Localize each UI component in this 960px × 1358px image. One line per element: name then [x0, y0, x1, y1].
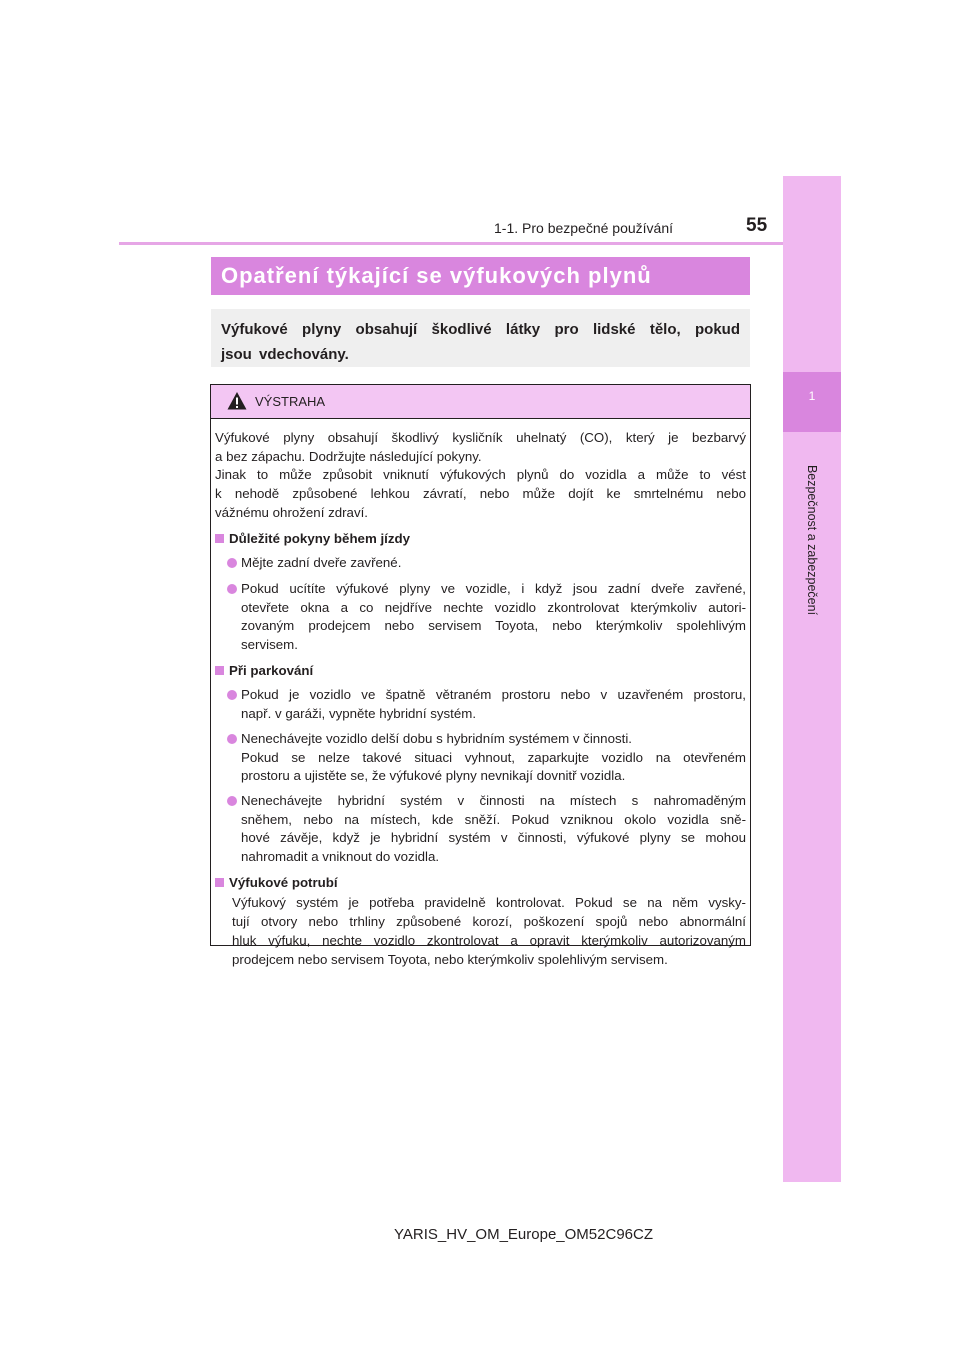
bullet-line: hové závěje, když je hybridní systém v činnosti, výfukové plyny se mohou [241, 830, 746, 846]
bullet-line: otevřete okna a co nejdříve nechte vozidlo zkontrolovat kterýmkoliv autori- [241, 599, 746, 615]
page-number: 55 [746, 215, 768, 236]
list-item [215, 580, 746, 655]
warning-header [211, 385, 750, 419]
list-item [215, 686, 746, 723]
section-title-bar [211, 257, 750, 295]
list-item [215, 792, 746, 867]
list-item [215, 730, 746, 786]
intro-line: k nehodě způsobené lehkou závratí, nebo může dojít ke smrtelnému nebo [215, 486, 746, 502]
chapter-number: 1 [808, 389, 816, 403]
summary-text [221, 317, 740, 367]
round-bullet-icon [227, 686, 241, 723]
chapter-title: Bezpečnost a zabezpečení [805, 464, 819, 616]
bullet-line: Mějte zadní dveře zavřené. [241, 555, 402, 571]
intro-line: a bez zápachu. Dodržujte následující pokyny. [215, 448, 482, 464]
subheading-text: Výfukové potrubí [229, 874, 338, 890]
intro-line: Výfukové plyny obsahují škodlivý kysličník uhelnatý (CO), který je bezbarvý [215, 430, 746, 445]
header-divider [119, 242, 783, 245]
list-item [215, 554, 746, 574]
square-bullet-icon [215, 534, 224, 543]
paragraph-line: Výfukový systém je potřeba pravidelně kontrolovat. Pokud se na něm vysky- [232, 895, 746, 911]
square-bullet-icon [215, 666, 224, 675]
round-bullet-icon [227, 792, 241, 867]
subheading-driving [215, 530, 746, 549]
bullet-line: zovaným prodejcem nebo servisem Toyota, nebo kterýmkoliv spolehlivým [241, 618, 746, 634]
exhaust-pipe-text [215, 894, 746, 969]
bullet-line: servisem. [241, 637, 298, 653]
bullet-line: sněhem, nebo na místech, kde sněží. Pokud vzniknou okolo vozidla sně- [241, 811, 746, 827]
section-title: Opatření týkající se výfukových plynů [221, 263, 652, 288]
bullet-line: Pokud ucítíte výfukové plyny ve vozidle, i když jsou zadní dveře zavřené, [241, 580, 746, 596]
intro-line: Jinak to může způsobit vniknutí výfukových plynů do vozidla a může to vést [215, 467, 746, 483]
round-bullet-icon [227, 730, 241, 786]
bullet-line: Pokud je vozidlo ve špatně větraném prostoru nebo v uzavřeném prostoru, [241, 687, 746, 703]
round-bullet-icon [227, 554, 241, 574]
summary-box [211, 309, 750, 367]
paragraph-line: prodejcem nebo servisem Toyota, nebo kterýmkoliv spolehlivým servisem. [232, 951, 668, 967]
bullet-line: Nenechávejte vozidlo delší dobu s hybridním systémem v činnosti. [241, 730, 632, 746]
subheading-text: Při parkování [229, 662, 314, 678]
warning-triangle-icon [227, 391, 247, 411]
summary-line: Výfukové plyny obsahují škodlivé látky pro lidské tělo, pokud [221, 321, 740, 338]
paragraph-line: tují otvory nebo trhliny způsobené korozí, poškození spojů nebo abnormální [232, 914, 746, 930]
subheading-text: Důležité pokyny během jízdy [229, 530, 411, 546]
intro-line: vážnému ohrožení zdraví. [215, 504, 368, 520]
side-chapter-tab [783, 176, 841, 1182]
warning-intro [215, 429, 746, 523]
warning-label: VÝSTRAHA [255, 394, 326, 409]
bullet-line: Nenechávejte hybridní systém v činnosti na místech s nahromaděným [241, 792, 746, 808]
bullet-line: např. v garáži, vypněte hybridní systém. [241, 706, 477, 722]
bullet-line: prostoru a ujistěte se, že výfukové plyny nevnikají dovnitř vozidla. [241, 768, 626, 784]
subheading-exhaust-pipe [215, 874, 746, 893]
round-bullet-icon [227, 580, 241, 655]
document-code: YARIS_HV_OM_Europe_OM52C96CZ [394, 1226, 653, 1243]
bullet-line: Pokud se nelze takové situaci vyhnout, zaparkujte vozidlo na otevřeném [241, 749, 746, 765]
bullet-line: nahromadit a vniknout do vozidla. [241, 849, 440, 865]
paragraph-line: hluk výfuku, nechte vozidlo zkontrolovat a opravit kterýmkoliv autorizovaným [232, 932, 746, 948]
summary-line: jsou vdechovány. [221, 346, 349, 363]
subheading-parking [215, 662, 746, 681]
square-bullet-icon [215, 878, 224, 887]
section-reference: 1-1. Pro bezpečné používání [494, 220, 674, 236]
warning-box [210, 384, 751, 967]
warning-body [215, 429, 746, 969]
